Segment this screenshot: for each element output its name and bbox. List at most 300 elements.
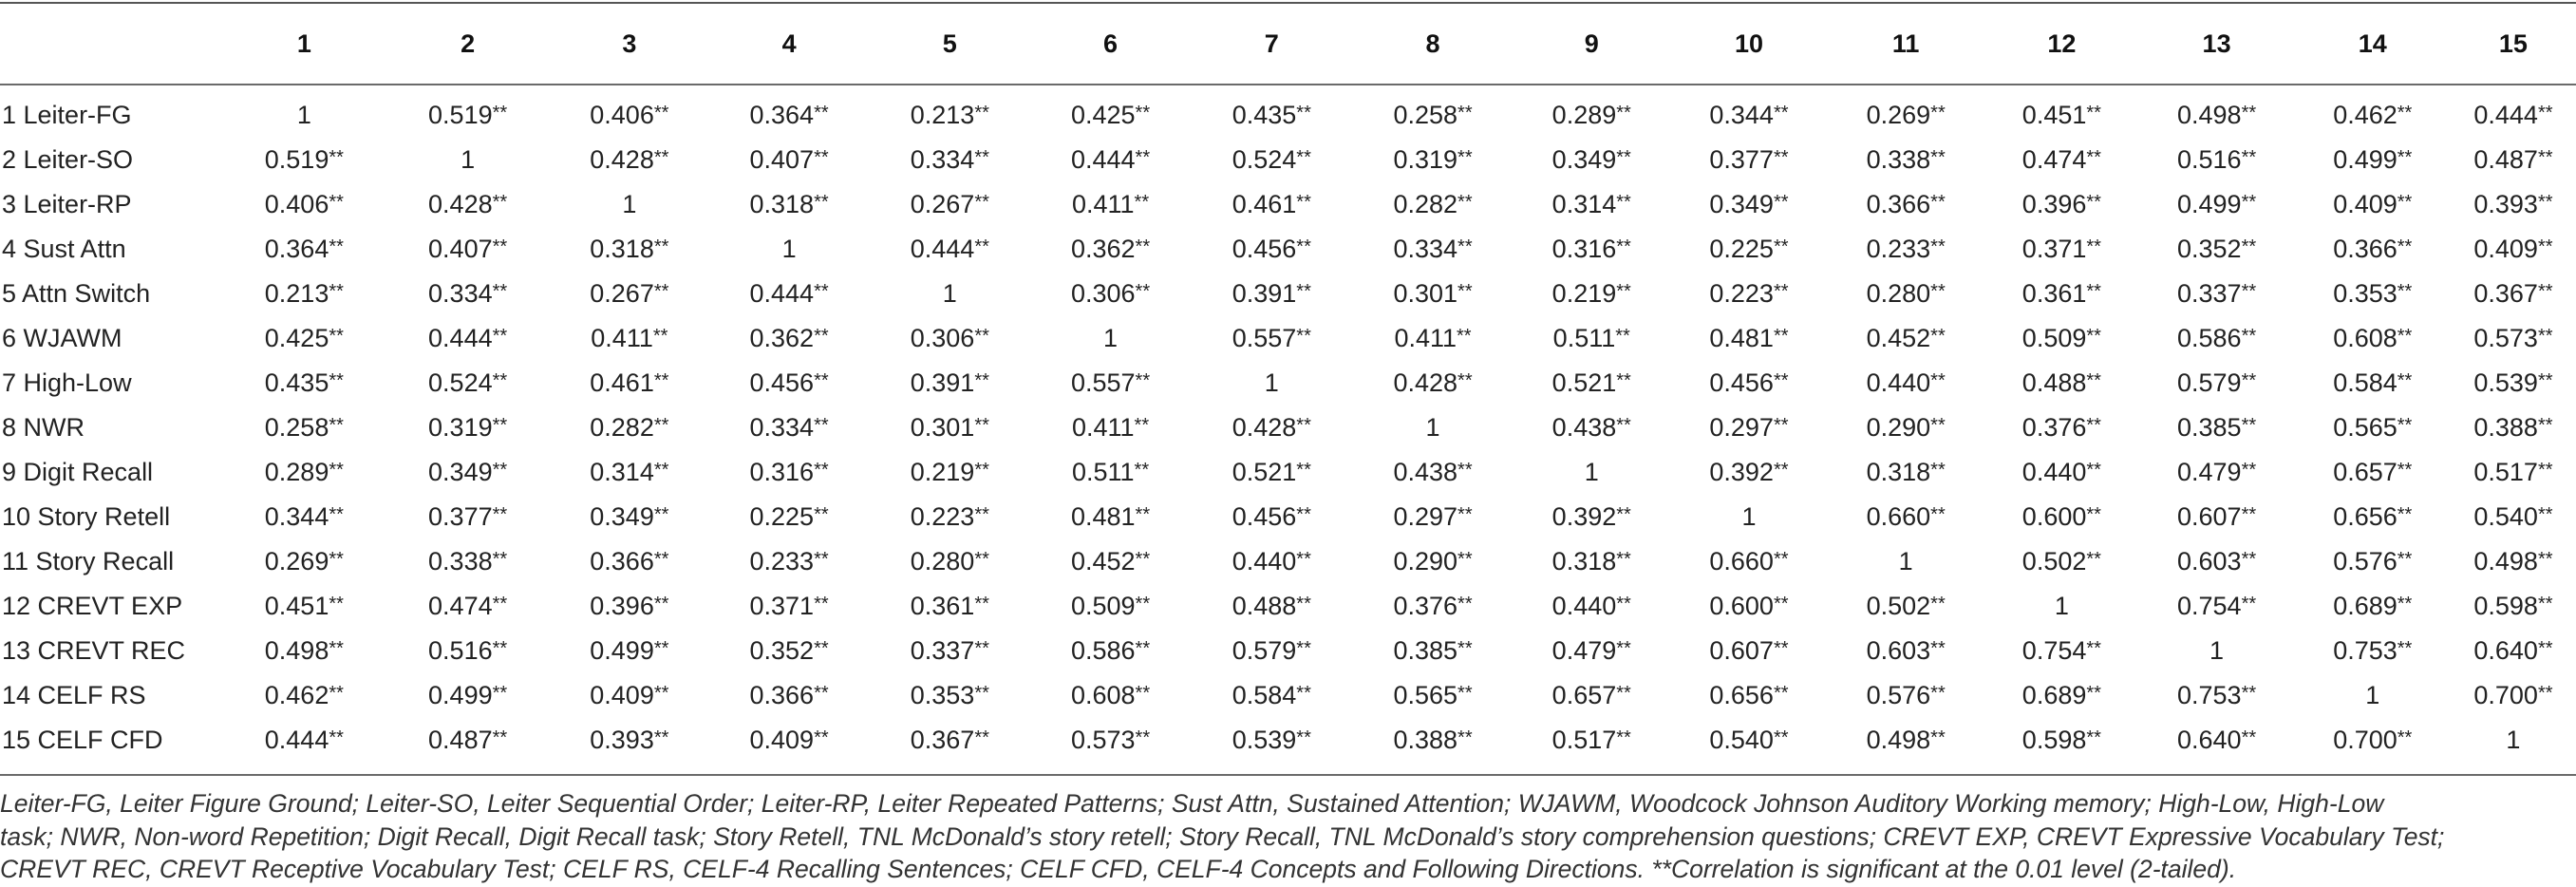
cell-value: 0.640 xyxy=(2473,636,2538,665)
cell-value: 0.301 xyxy=(1393,279,1458,308)
correlation-cell xyxy=(1190,182,1353,227)
significance-marker: ** xyxy=(1773,236,1789,257)
significance-marker: ** xyxy=(329,638,344,659)
correlation-cell xyxy=(222,316,386,361)
correlation-cell xyxy=(709,316,868,361)
header-cell-2: 2 xyxy=(461,28,476,58)
footnote-line: CREVT REC, CREVT Receptive Vocabulary Test; CELF RS, CELF-4 Recalling Sentences; CELF CFD, CELF-4 Concepts and Following Directions. **Correlation is significant at the 0.01 level (2-tailed). xyxy=(0,855,2237,883)
significance-marker: ** xyxy=(2086,504,2101,525)
cell-value: 0.608 xyxy=(1070,681,1136,709)
significance-marker: ** xyxy=(492,683,508,704)
significance-marker: ** xyxy=(1135,594,1151,614)
row-label: 15 CELF CFD xyxy=(2,726,163,754)
significance-marker: ** xyxy=(2397,594,2413,614)
correlation-cell xyxy=(1827,629,1984,673)
significance-marker: ** xyxy=(492,727,508,748)
cell-value: 0.540 xyxy=(1709,726,1774,754)
significance-marker: ** xyxy=(1930,236,1946,257)
significance-marker: ** xyxy=(814,460,829,481)
correlation-cell xyxy=(1984,539,2138,584)
cell-value: 0.318 xyxy=(590,235,654,263)
row-label: 11 Story Recall xyxy=(2,547,175,576)
correlation-cell xyxy=(1513,539,1671,584)
significance-marker: ** xyxy=(329,281,344,302)
significance-marker: ** xyxy=(2537,415,2553,436)
cell-value: 1 xyxy=(942,279,957,308)
cell-value: 0.338 xyxy=(428,547,493,576)
correlation-cell xyxy=(2451,450,2576,495)
cell-value: 0.657 xyxy=(1551,681,1617,709)
significance-marker: ** xyxy=(1457,460,1473,481)
correlation-cell xyxy=(1031,718,1190,763)
cell-value: 0.462 xyxy=(264,681,329,709)
significance-marker: ** xyxy=(1457,549,1473,570)
correlation-cell xyxy=(1190,673,1353,718)
cell-value: 0.349 xyxy=(590,502,654,531)
cell-value: 0.660 xyxy=(1866,502,1931,531)
correlation-cell xyxy=(2451,539,2576,584)
significance-marker: ** xyxy=(2537,103,2553,123)
correlation-cell xyxy=(1353,629,1512,673)
significance-marker: ** xyxy=(974,638,989,659)
correlation-cell xyxy=(709,84,868,138)
cell-value: 0.498 xyxy=(2176,101,2242,129)
cell-value: 0.451 xyxy=(264,592,329,620)
correlation-cell xyxy=(1827,584,1984,629)
correlation-cell xyxy=(386,361,549,406)
correlation-cell xyxy=(386,450,549,495)
table-row xyxy=(0,718,2576,763)
significance-marker: ** xyxy=(1930,594,1946,614)
cell-value: 0.376 xyxy=(1393,592,1458,620)
significance-marker: ** xyxy=(653,549,669,570)
correlation-cell xyxy=(222,361,386,406)
cell-value: 0.444 xyxy=(1070,145,1136,174)
correlation-cell xyxy=(2295,584,2451,629)
correlation-cell xyxy=(386,316,549,361)
significance-marker: ** xyxy=(1616,281,1631,302)
significance-marker: ** xyxy=(1930,370,1946,391)
significance-marker: ** xyxy=(1773,594,1789,614)
correlation-cell xyxy=(1827,539,1984,584)
table-row xyxy=(0,316,2576,361)
correlation-cell xyxy=(1190,316,1353,361)
cell-value: 0.657 xyxy=(2333,458,2397,486)
significance-marker: ** xyxy=(1773,370,1789,391)
significance-marker: ** xyxy=(329,460,344,481)
cell-value: 0.267 xyxy=(590,279,654,308)
correlation-cell xyxy=(869,361,1031,406)
correlation-cell xyxy=(2451,138,2576,182)
cell-value: 0.440 xyxy=(1551,592,1617,620)
significance-marker: ** xyxy=(1773,727,1789,748)
significance-marker: ** xyxy=(1930,415,1946,436)
significance-marker: ** xyxy=(1616,147,1631,168)
cell-value: 0.411 xyxy=(591,324,653,352)
cell-value: 0.474 xyxy=(2021,145,2087,174)
significance-marker: ** xyxy=(2086,415,2101,436)
correlation-cell xyxy=(1190,84,1353,138)
cell-value: 0.502 xyxy=(1866,592,1931,620)
significance-marker: ** xyxy=(1135,683,1151,704)
correlation-cell xyxy=(222,84,386,138)
significance-marker: ** xyxy=(329,415,344,436)
cell-value: 1 xyxy=(2506,726,2521,754)
cell-value: 0.219 xyxy=(1551,279,1617,308)
header-cell-11: 11 xyxy=(1891,28,1920,58)
significance-marker: ** xyxy=(492,326,508,347)
cell-value: 0.411 xyxy=(1071,190,1135,218)
significance-marker: ** xyxy=(2537,147,2553,168)
cell-value: 0.289 xyxy=(1551,101,1617,129)
significance-marker: ** xyxy=(1773,281,1789,302)
table-row xyxy=(0,673,2576,718)
correlation-cell xyxy=(1671,227,1827,272)
cell-value: 0.451 xyxy=(2021,101,2087,129)
row-label: 8 NWR xyxy=(2,413,85,442)
cell-value: 0.499 xyxy=(2176,190,2242,218)
correlation-cell xyxy=(1827,450,1984,495)
correlation-cell xyxy=(222,718,386,763)
correlation-cell xyxy=(2295,539,2451,584)
correlation-cell xyxy=(1671,84,1827,138)
table-row xyxy=(0,361,2576,406)
significance-marker: ** xyxy=(1457,370,1473,391)
cell-value: 0.444 xyxy=(910,235,975,263)
correlation-cell xyxy=(549,673,709,718)
correlation-cell xyxy=(1513,629,1671,673)
significance-marker: ** xyxy=(814,370,829,391)
cell-value: 0.516 xyxy=(428,636,493,665)
significance-marker: ** xyxy=(1296,103,1311,123)
cell-value: 0.519 xyxy=(264,145,329,174)
cell-value: 0.371 xyxy=(2021,235,2087,263)
correlation-cell xyxy=(1031,673,1190,718)
cell-value: 0.407 xyxy=(749,145,815,174)
cell-value: 0.481 xyxy=(1709,324,1774,352)
significance-marker: ** xyxy=(2241,415,2257,436)
cell-value: 0.540 xyxy=(2473,502,2538,531)
cell-value: 0.700 xyxy=(2333,726,2397,754)
correlation-cell xyxy=(386,629,549,673)
cell-value: 0.576 xyxy=(1866,681,1931,709)
cell-value: 1 xyxy=(2054,592,2069,620)
cell-value: 0.396 xyxy=(590,592,654,620)
correlation-cell xyxy=(2295,406,2451,450)
correlation-cell xyxy=(2138,673,2294,718)
correlation-cell xyxy=(386,673,549,718)
cell-value: 0.371 xyxy=(749,592,815,620)
correlation-cell xyxy=(1353,450,1512,495)
cell-value: 1 xyxy=(1103,324,1119,352)
correlation-cell xyxy=(1984,673,2138,718)
correlation-cell xyxy=(386,539,549,584)
significance-marker: ** xyxy=(1134,415,1150,436)
cell-value: 0.282 xyxy=(590,413,654,442)
cell-value: 1 xyxy=(1264,368,1279,397)
cell-value: 1 xyxy=(1741,502,1757,531)
significance-marker: ** xyxy=(2241,281,2257,302)
cell-value: 0.452 xyxy=(1070,547,1136,576)
significance-marker: ** xyxy=(814,281,829,302)
correlation-cell xyxy=(549,450,709,495)
significance-marker: ** xyxy=(492,281,508,302)
cell-value: 0.366 xyxy=(749,681,815,709)
significance-marker: ** xyxy=(1616,638,1631,659)
correlation-cell xyxy=(1984,227,2138,272)
cell-value: 0.364 xyxy=(749,101,815,129)
cell-value: 0.306 xyxy=(1070,279,1136,308)
correlation-cell xyxy=(1827,272,1984,316)
correlation-cell xyxy=(2138,629,2294,673)
cell-value: 0.487 xyxy=(428,726,493,754)
significance-marker: ** xyxy=(1135,504,1151,525)
cell-value: 0.425 xyxy=(1070,101,1136,129)
correlation-cell xyxy=(1827,361,1984,406)
correlation-cell xyxy=(2138,272,2294,316)
table-row xyxy=(0,227,2576,272)
row-label: 6 WJAWM xyxy=(2,324,122,352)
correlation-cell xyxy=(869,584,1031,629)
correlation-cell xyxy=(709,584,868,629)
correlation-cell xyxy=(869,495,1031,539)
significance-marker: ** xyxy=(2397,549,2413,570)
correlation-cell xyxy=(1984,584,2138,629)
significance-marker: ** xyxy=(653,281,669,302)
correlation-cell xyxy=(2138,227,2294,272)
significance-marker: ** xyxy=(1930,192,1946,213)
correlation-cell xyxy=(222,227,386,272)
cell-value: 0.444 xyxy=(264,726,329,754)
significance-marker: ** xyxy=(2397,103,2413,123)
cell-value: 0.364 xyxy=(264,235,329,263)
significance-marker: ** xyxy=(1616,727,1631,748)
significance-marker: ** xyxy=(1616,549,1631,570)
significance-marker: ** xyxy=(2241,549,2257,570)
correlation-cell xyxy=(709,227,868,272)
significance-marker: ** xyxy=(1457,594,1473,614)
cell-value: 0.282 xyxy=(1393,190,1458,218)
cell-value: 0.598 xyxy=(2473,592,2538,620)
significance-marker: ** xyxy=(814,504,829,525)
significance-marker: ** xyxy=(329,683,344,704)
correlation-cell xyxy=(1513,673,1671,718)
significance-marker: ** xyxy=(652,326,668,347)
cell-value: 0.388 xyxy=(1393,726,1458,754)
correlation-cell xyxy=(869,406,1031,450)
cell-value: 0.376 xyxy=(2021,413,2087,442)
significance-marker: ** xyxy=(653,594,669,614)
cell-value: 0.225 xyxy=(749,502,815,531)
header-cell-8: 8 xyxy=(1425,28,1440,58)
cell-value: 0.411 xyxy=(1071,413,1135,442)
correlation-cell xyxy=(386,138,549,182)
cell-value: 0.689 xyxy=(2333,592,2397,620)
correlation-cell xyxy=(1827,84,1984,138)
significance-marker: ** xyxy=(1296,281,1311,302)
significance-marker: ** xyxy=(974,594,989,614)
cell-value: 0.511 xyxy=(1552,324,1616,352)
cell-value: 0.366 xyxy=(2333,235,2397,263)
cell-value: 0.344 xyxy=(1709,101,1774,129)
correlation-cell xyxy=(549,316,709,361)
cell-value: 0.349 xyxy=(1551,145,1617,174)
cell-value: 0.319 xyxy=(428,413,493,442)
cell-value: 0.656 xyxy=(2333,502,2397,531)
cell-value: 0.213 xyxy=(910,101,975,129)
correlation-cell xyxy=(2295,227,2451,272)
row-label: 2 Leiter-SO xyxy=(2,145,134,174)
correlation-cell xyxy=(2451,495,2576,539)
significance-marker: ** xyxy=(1930,147,1946,168)
cell-value: 0.499 xyxy=(2333,145,2397,174)
significance-marker: ** xyxy=(329,192,344,213)
correlation-cell xyxy=(1031,138,1190,182)
correlation-cell xyxy=(1513,316,1671,361)
significance-marker: ** xyxy=(1930,727,1946,748)
table-header-row xyxy=(0,4,2576,84)
correlation-cell xyxy=(2138,539,2294,584)
significance-marker: ** xyxy=(1930,638,1946,659)
row-label: 5 Attn Switch xyxy=(2,279,151,308)
significance-marker: ** xyxy=(2241,727,2257,748)
correlation-cell xyxy=(1513,584,1671,629)
cell-value: 0.428 xyxy=(590,145,654,174)
correlation-cell xyxy=(1984,316,2138,361)
correlation-cell xyxy=(1190,406,1353,450)
correlation-cell xyxy=(1353,539,1512,584)
correlation-cell xyxy=(549,495,709,539)
cell-value: 0.435 xyxy=(1232,101,1297,129)
cell-value: 0.290 xyxy=(1393,547,1458,576)
significance-marker: ** xyxy=(1457,103,1473,123)
significance-marker: ** xyxy=(1457,638,1473,659)
correlation-cell xyxy=(1031,584,1190,629)
significance-marker: ** xyxy=(814,549,829,570)
correlation-cell xyxy=(1827,406,1984,450)
cell-value: 1 xyxy=(296,101,311,129)
significance-marker: ** xyxy=(814,103,829,123)
significance-marker: ** xyxy=(2397,460,2413,481)
cell-value: 0.316 xyxy=(1551,235,1617,263)
cell-value: 1 xyxy=(1584,458,1599,486)
cell-value: 0.499 xyxy=(428,681,493,709)
cell-value: 0.297 xyxy=(1709,413,1774,442)
significance-marker: ** xyxy=(1615,326,1630,347)
header-cell-9: 9 xyxy=(1584,28,1599,58)
significance-marker: ** xyxy=(1616,594,1631,614)
header-cell-14: 14 xyxy=(2358,28,2387,58)
significance-marker: ** xyxy=(329,326,344,347)
correlation-cell xyxy=(386,84,549,138)
cell-value: 0.337 xyxy=(2176,279,2242,308)
cell-value: 0.409 xyxy=(2473,235,2538,263)
significance-marker: ** xyxy=(1296,236,1311,257)
significance-marker: ** xyxy=(1296,326,1311,347)
correlation-cell xyxy=(386,584,549,629)
significance-marker: ** xyxy=(653,147,669,168)
correlation-cell xyxy=(1984,84,2138,138)
correlation-cell xyxy=(1031,272,1190,316)
significance-marker: ** xyxy=(492,504,508,525)
cell-value: 0.318 xyxy=(749,190,815,218)
significance-marker: ** xyxy=(1135,147,1151,168)
significance-marker: ** xyxy=(1296,683,1311,704)
significance-marker: ** xyxy=(1135,727,1151,748)
correlation-cell xyxy=(1984,182,2138,227)
correlation-cell xyxy=(1827,673,1984,718)
correlation-cell xyxy=(2138,84,2294,138)
cell-value: 0.366 xyxy=(590,547,654,576)
cell-value: 0.640 xyxy=(2176,726,2242,754)
significance-marker: ** xyxy=(1296,504,1311,525)
table-row xyxy=(0,84,2576,138)
correlation-cell xyxy=(1031,629,1190,673)
cell-value: 0.565 xyxy=(2333,413,2397,442)
significance-marker: ** xyxy=(492,370,508,391)
cell-value: 0.366 xyxy=(1866,190,1931,218)
cell-value: 0.488 xyxy=(1232,592,1297,620)
significance-marker: ** xyxy=(1616,103,1631,123)
correlation-cell xyxy=(2138,182,2294,227)
significance-marker: ** xyxy=(2397,192,2413,213)
significance-marker: ** xyxy=(1930,326,1946,347)
cell-value: 0.438 xyxy=(1551,413,1617,442)
significance-marker: ** xyxy=(1457,326,1472,347)
significance-marker: ** xyxy=(1296,727,1311,748)
cell-value: 0.269 xyxy=(264,547,329,576)
cell-value: 0.600 xyxy=(2021,502,2087,531)
significance-marker: ** xyxy=(814,147,829,168)
significance-marker: ** xyxy=(1457,281,1473,302)
correlation-cell xyxy=(869,450,1031,495)
cell-value: 0.557 xyxy=(1070,368,1136,397)
correlation-cell xyxy=(549,584,709,629)
significance-marker: ** xyxy=(1616,236,1631,257)
cell-value: 0.338 xyxy=(1866,145,1931,174)
significance-marker: ** xyxy=(329,236,344,257)
cell-value: 1 xyxy=(1425,413,1440,442)
significance-marker: ** xyxy=(814,638,829,659)
correlation-cell xyxy=(386,718,549,763)
cell-value: 0.516 xyxy=(2176,145,2242,174)
significance-marker: ** xyxy=(814,415,829,436)
significance-marker: ** xyxy=(1930,281,1946,302)
significance-marker: ** xyxy=(2241,683,2257,704)
significance-marker: ** xyxy=(974,504,989,525)
significance-marker: ** xyxy=(1135,281,1151,302)
significance-marker: ** xyxy=(974,549,989,570)
correlation-cell xyxy=(709,138,868,182)
significance-marker: ** xyxy=(1457,683,1473,704)
significance-marker: ** xyxy=(1616,370,1631,391)
cell-value: 1 xyxy=(781,235,797,263)
cell-value: 0.233 xyxy=(1866,235,1931,263)
cell-value: 0.498 xyxy=(264,636,329,665)
correlation-cell xyxy=(1827,138,1984,182)
significance-marker: ** xyxy=(2537,370,2553,391)
correlation-cell xyxy=(2295,629,2451,673)
correlation-cell xyxy=(1190,272,1353,316)
correlation-cell xyxy=(2295,84,2451,138)
cell-value: 0.396 xyxy=(2021,190,2087,218)
cell-value: 0.452 xyxy=(1866,324,1931,352)
correlation-cell xyxy=(1513,138,1671,182)
significance-marker: ** xyxy=(814,192,829,213)
correlation-cell xyxy=(2451,361,2576,406)
table-row xyxy=(0,539,2576,584)
correlation-cell xyxy=(869,227,1031,272)
